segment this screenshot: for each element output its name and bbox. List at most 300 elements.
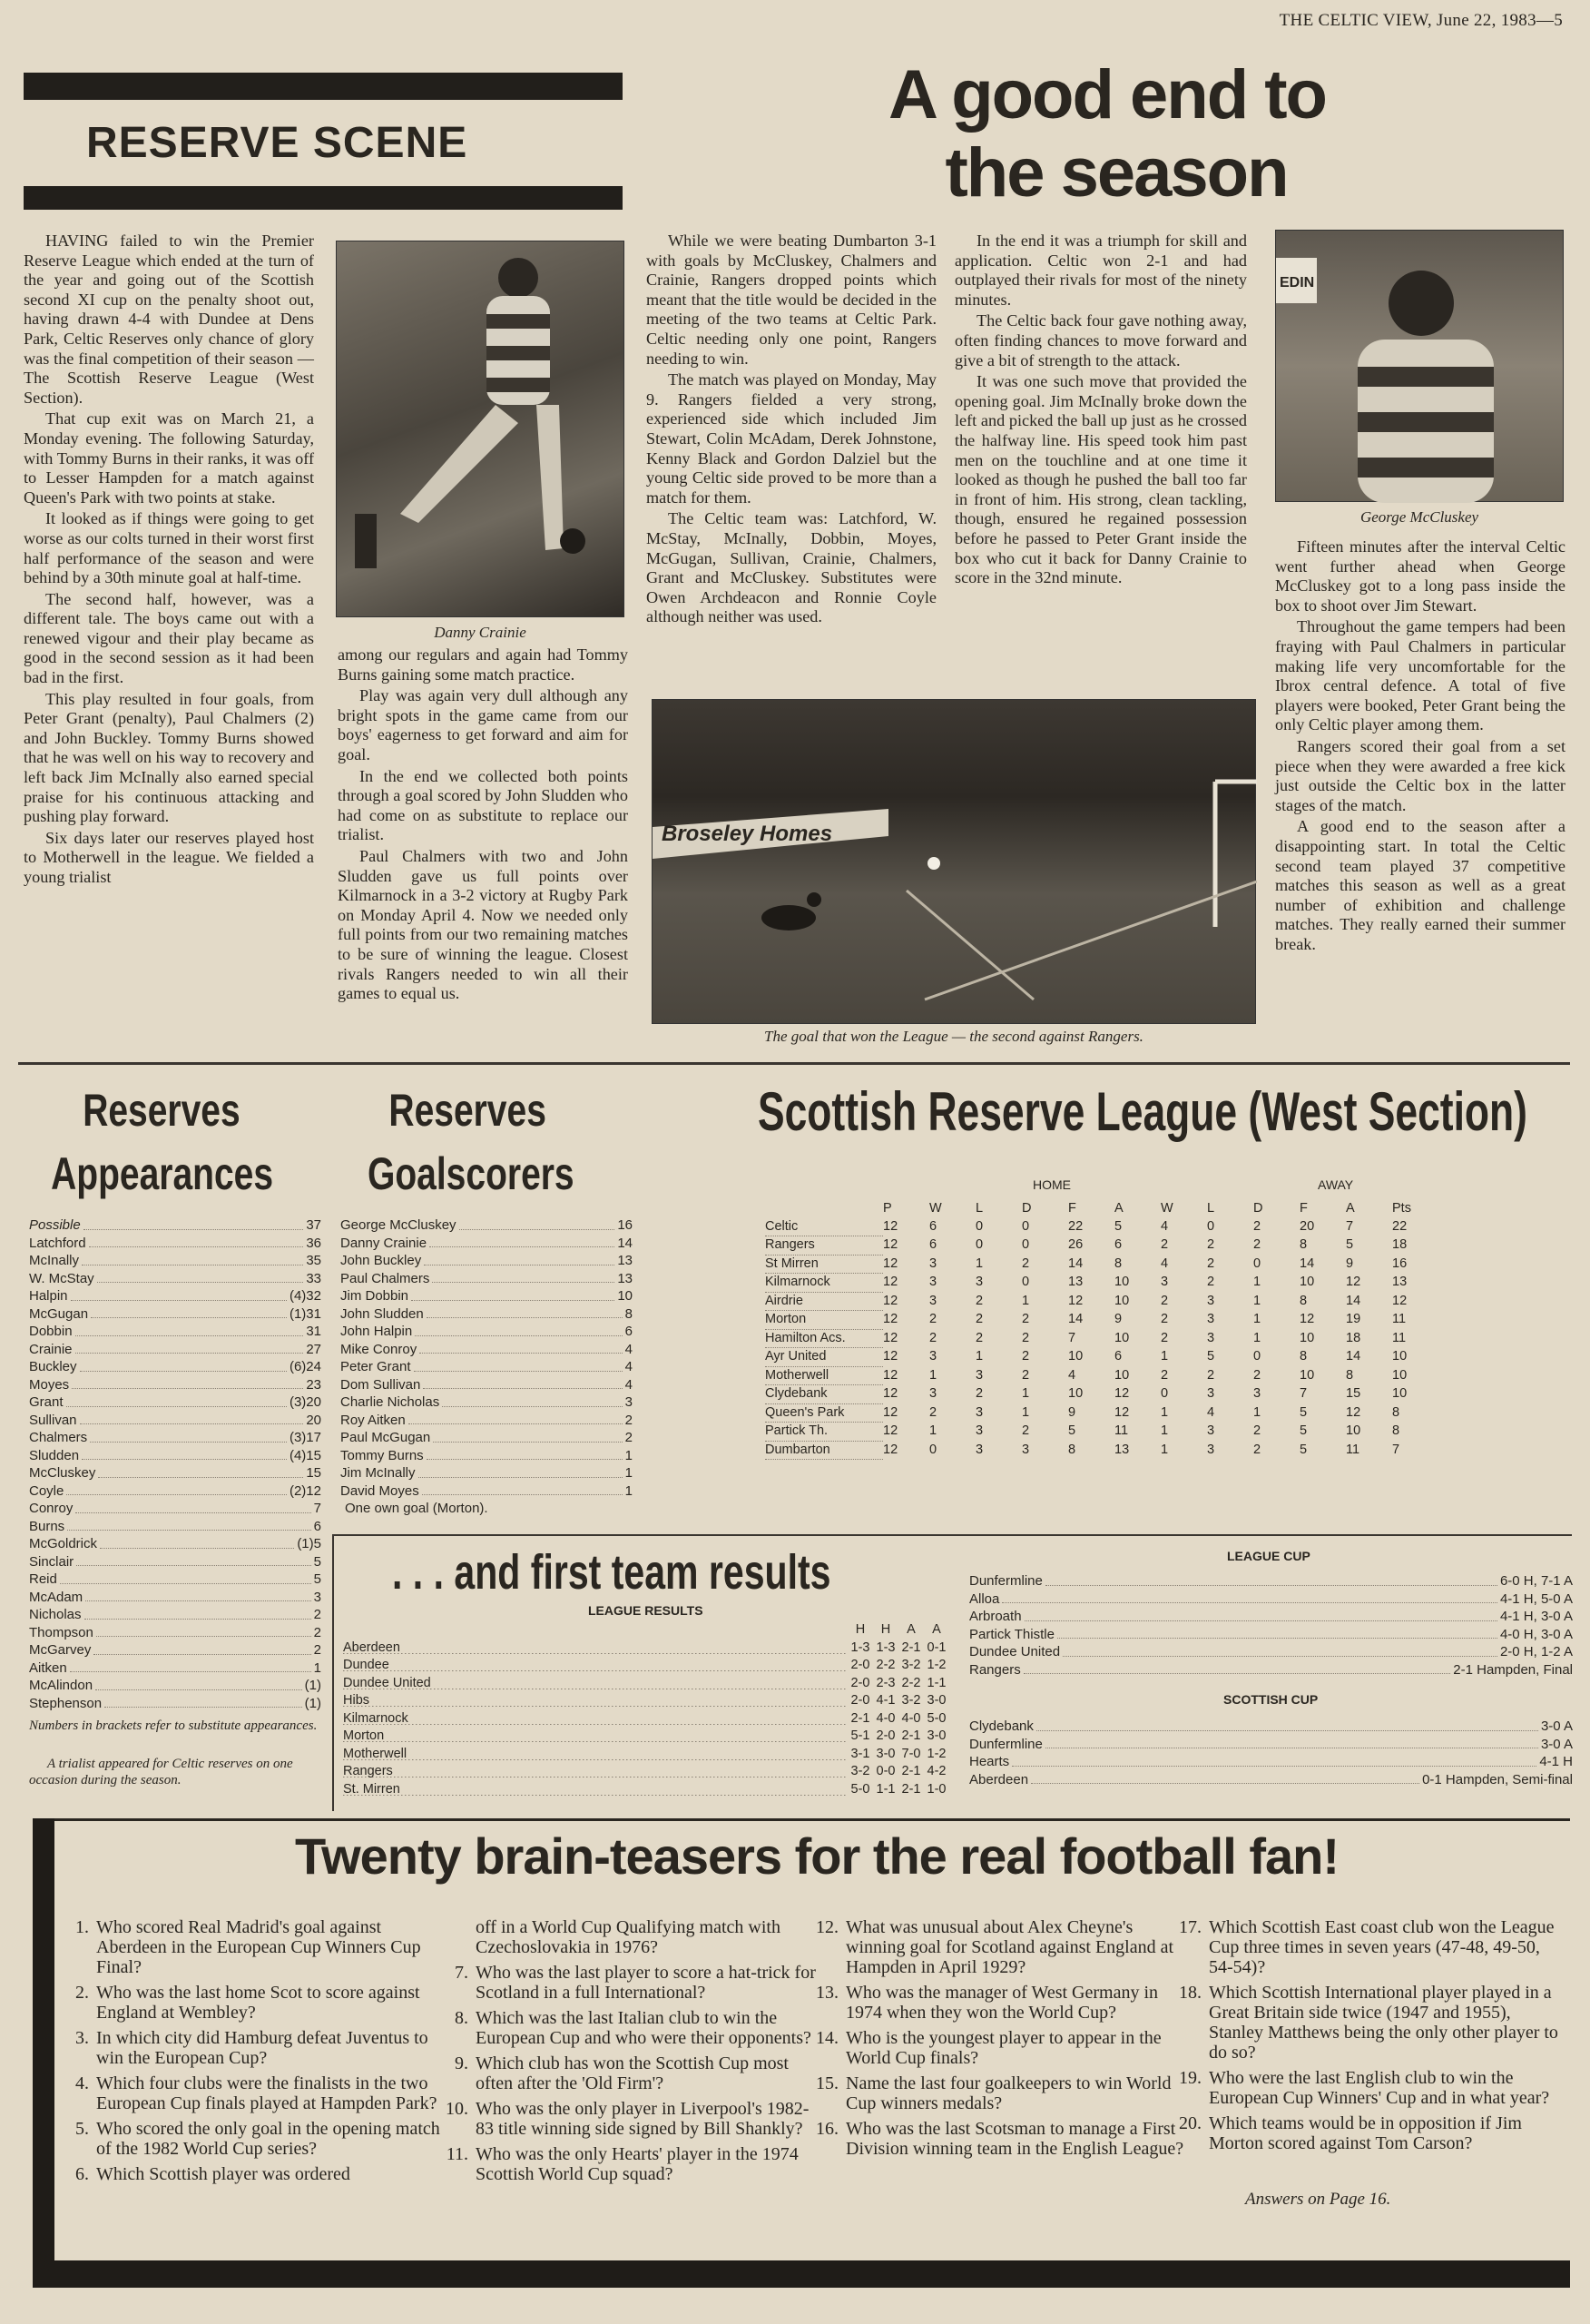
player-silhouette [337,241,625,618]
league-results-score: 3-2 [901,1693,921,1708]
league-cup-leader [1024,1661,1451,1675]
article-paragraph: Six days later our reserves played host to Motherwell in the league. We fielded a young trialist [24,828,314,886]
league-table-cell: 3 [1161,1275,1169,1289]
quiz-question-number: 17. [1179,1917,1202,1937]
league-table-cell: 3 [1207,1386,1215,1401]
appearances-leader [90,1429,287,1443]
league-table-cell: 18 [1392,1237,1408,1252]
appearances-value: 6 [313,1518,321,1534]
goalscorers-leader [415,1323,622,1336]
league-table-cell: 2 [1022,1312,1030,1326]
league-results-score: 2-0 [850,1693,870,1708]
quiz-question-text: Which four clubs were the finalists in the two European Cup finals played at Hampden Park? [96,2073,437,2113]
league-table-cell: 2 [1161,1330,1169,1345]
league-table-cell: 10 [1114,1367,1130,1383]
article-paragraph: It was one such move that provided the opening goal. Jim McInally broke down the left and picked the ball up just as he crossed the halfway line. His speed took him past men on the touchline and at one time it looked as though he pushed the ball too far in front of him. His strong, clean tackling, though, ensured he regained possession before he passed to Peter Grant inside the box who cut it back for Danny Crainie to score in the 32nd minute. [955,372,1247,587]
league-results-score: 5-0 [850,1781,870,1797]
appearances-row [29,1235,321,1253]
league-cup-team: Dunfermline [969,1573,1043,1589]
league-results-team: Dundee United [343,1675,848,1693]
league-table-cell: 0 [1022,1237,1030,1252]
scottish-cup-team: Aberdeen [969,1771,1029,1787]
league-results-row [343,1728,949,1746]
article-paragraph: Rangers scored their goal from a set piece when they were awarded a free kick just outside the Celtic box in the latter stages of the match. [1275,736,1565,814]
appearances-name: Nicholas [29,1607,82,1622]
appearances-note2: A trialist appeared for Celtic reserves on one occasion during the season. [29,1757,293,1787]
league-table-header [765,1200,1448,1218]
appearances-name: Halpin [29,1288,68,1304]
quiz-question [1178,1983,1559,2063]
goalscorers-leader [427,1447,623,1461]
quiz-answers: Answers on Page 16. [1245,2190,1391,2209]
goalscorers-leader [411,1287,614,1301]
appearances-title-line2: Appearances [51,1148,274,1199]
league-cup-team: Partick Thistle [969,1626,1055,1642]
appearances-name: Sullivan [29,1412,77,1428]
article-col4 [955,231,1247,590]
goalscorers-note: One own goal (Morton). [345,1501,488,1516]
quiz-question-text: Who were the last English club to win the European Cup Winners' Cup and in what year? [1209,2068,1550,2108]
quiz-question-number: 10. [446,2099,468,2119]
league-results-score: 4-1 [876,1693,896,1708]
league-table-cell: 12 [1392,1293,1408,1308]
league-results-row [343,1710,949,1728]
appearances-name: Grant [29,1394,64,1410]
league-table-team: Motherwell [765,1366,883,1385]
league-cup-result: 2-1 Hampden, Final [1453,1661,1573,1678]
headline [635,56,1579,212]
photo-danny-crainie [336,241,624,617]
league-cup-leader [1045,1572,1497,1586]
appearances-value: (1) [304,1678,321,1693]
goalscorers-leader [414,1358,623,1372]
appearances-row [29,1482,321,1501]
league-table-cell: 1 [976,1349,984,1364]
goalscorers-name: Paul Chalmers [340,1270,430,1286]
quiz-question [445,2144,817,2184]
league-table-cell: 12 [883,1256,898,1271]
appearances-name: Crainie [29,1341,73,1357]
league-table-col-header: F [1068,1201,1076,1216]
quiz-question-text: Who was the manager of West Germany in 1974 when they won the World Cup? [846,1983,1159,2023]
league-table-cell: 5 [1300,1404,1308,1420]
league-table-cell: 6 [929,1218,937,1234]
league-results-score: 2-0 [850,1658,870,1672]
quiz-question-text: Who was the last player to score a hat-trick for Scotland in a full International? [476,1963,816,2003]
quiz-question [445,2008,817,2048]
league-table-cell: 10 [1300,1330,1315,1345]
appearances-row [29,1553,321,1571]
league-table-cell: 3 [1207,1442,1215,1457]
goalscorers-name: Peter Grant [340,1359,411,1374]
appearances-leader [80,1412,304,1425]
goalscorers-value: 13 [617,1253,633,1268]
quiz-question-text: Which teams would be in opposition if Jim Morton scored against Tom Carson? [1209,2113,1522,2153]
league-table-row [765,1385,1448,1404]
article-paragraph: The match was played on Monday, May 9. Rangers fielded a very strong, experienced side which included Jim Stewart, Colin McAdam, Derek Johnstone, Kenny Black and Gordon Dalziel but the young Celtic side proved to be more than a match for them. [646,370,937,507]
league-table-cell: 10 [1300,1275,1315,1289]
league-table-cell: 3 [1207,1293,1215,1308]
board-text: Broseley Homes [662,822,833,846]
appearances-value: 5 [313,1571,321,1587]
league-table-cell: 10 [1346,1423,1361,1438]
goalscorers-row [340,1323,633,1341]
league-table-cell: 4 [1161,1218,1169,1234]
league-table-cell: 12 [883,1423,898,1438]
appearances-value: (1)31 [289,1305,321,1322]
appearances-value: 2 [313,1624,321,1640]
appearances-value: 20 [306,1412,321,1428]
league-table-cell: 11 [1392,1330,1407,1345]
league-table-cell: 9 [1346,1256,1354,1271]
scottish-cup-result: 4-1 H [1539,1754,1573,1769]
quiz-question [65,2073,447,2113]
league-results-score: 2-3 [876,1675,896,1690]
appearances-leader [93,1641,310,1655]
home-label: HOME [1033,1177,1071,1192]
appearances-value: 33 [306,1270,321,1286]
league-results-row [343,1657,949,1675]
league-results-score: 2-0 [850,1675,870,1690]
article-paragraph: In the end we collected both points through a goal scored by John Sludden who had come on as substitute to replace our trialist. [338,766,628,844]
goalscorers-value: 1 [624,1447,633,1463]
quiz-question-text: Who was the last home Scot to score against England at Wembley? [96,1983,420,2023]
league-table-cell: 3 [929,1349,937,1364]
goalscorers-title [368,1078,574,1206]
goalscorers-leader [422,1482,623,1496]
league-table-cell: 12 [1346,1404,1361,1420]
appearances-name: McCluskey [29,1465,96,1481]
league-table-cell: 15 [1346,1386,1361,1401]
league-table-cell: 10 [1068,1386,1084,1401]
league-results-col-header: H [855,1622,866,1637]
league-results-score: 2-1 [901,1764,921,1778]
league-table-team: Hamilton Acs. [765,1329,883,1348]
league-table-cell: 10 [1300,1367,1315,1383]
league-results-team: Motherwell [343,1746,848,1764]
league-table-cell: 10 [1114,1330,1130,1345]
league-table-cell: 9 [1068,1404,1076,1420]
league-table-cell: 13 [1392,1275,1408,1289]
caption-goal: The goal that won the League — the second against Rangers. [764,1028,1143,1045]
league-table-cell: 22 [1068,1218,1084,1234]
appearances-leader [100,1535,294,1549]
appearances-value: 27 [306,1341,321,1357]
league-table-cell: 2 [1207,1367,1215,1383]
appearances-leader [75,1323,304,1336]
appearances-value: 2 [313,1607,321,1622]
league-cup-result: 4-0 H, 3-0 A [1499,1626,1573,1642]
appearances-leader [97,1270,304,1284]
league-table-col-header: L [976,1201,984,1216]
scottish-cup-row [969,1753,1573,1771]
appearances-leader [72,1376,303,1390]
league-table-col-header: P [883,1201,892,1216]
banner-bottom-bar [24,186,623,210]
scottish-cup-leader [1031,1771,1419,1785]
goalscorers-name: Mike Conroy [340,1341,417,1357]
league-table-cell: 8 [1392,1423,1400,1438]
league-table-cell: 10 [1114,1275,1130,1289]
goalscorers-row [340,1358,633,1376]
league-results-score: 2-1 [850,1710,870,1726]
headline-line2: the season [945,134,1288,212]
appearances-name: Possible [29,1217,81,1233]
appearances-leader [91,1305,287,1319]
league-table-cell: 0 [1253,1256,1261,1271]
appearances-row [29,1412,321,1430]
league-table-cell: 14 [1300,1256,1315,1271]
appearances-list [29,1216,321,1712]
league-table-cell: 2 [1253,1218,1261,1234]
league-results-score: 3-0 [927,1693,947,1708]
league-table-cell: 12 [1114,1386,1130,1401]
appearances-leader [89,1235,304,1248]
league-table-cell: 3 [929,1256,937,1271]
goalscorers-row [340,1252,633,1270]
quiz-question-number: 4. [75,2073,89,2093]
appearances-leader [71,1287,287,1301]
league-table-row [765,1292,1448,1311]
league-results-score: 3-2 [850,1764,870,1778]
appearances-name: McGugan [29,1305,89,1322]
league-table-cell: 1 [1161,1423,1169,1438]
league-table-cell: 1 [1253,1312,1261,1326]
goalscorers-row [340,1287,633,1305]
article-col5 [1275,537,1565,956]
league-results-score: 4-0 [876,1710,896,1726]
league-table-cell: 12 [883,1237,898,1252]
league-table-cell: 1 [1161,1442,1169,1457]
league-table-cell: 11 [1346,1442,1360,1457]
league-table-cell: 14 [1068,1256,1084,1271]
quiz-question [65,1917,447,1977]
quiz-question-number: 8. [455,2008,468,2028]
appearances-value: (2)12 [289,1482,321,1499]
goalscorers-name: Jim Dobbin [340,1288,409,1304]
league-table-cell: 18 [1346,1330,1361,1345]
league-table-col-header: A [1114,1201,1124,1216]
appearances-value: (3)20 [289,1394,321,1410]
photo-goal [652,699,1256,1024]
appearances-name: McAlindon [29,1678,93,1693]
league-table-team: Dumbarton [765,1441,883,1460]
league-results-row [343,1746,949,1764]
goalscorers-leader [418,1464,623,1478]
league-cup-result: 4-1 H, 3-0 A [1499,1609,1573,1624]
league-table-cell: 8 [1346,1367,1354,1383]
league-table-team: Kilmarnock [765,1274,883,1293]
league-table-cell: 2 [1161,1367,1169,1383]
league-table-cell: 12 [883,1330,898,1345]
goalscorers-leader [442,1393,622,1407]
quiz-question-number: 7. [455,1963,468,1983]
league-results-team: Rangers [343,1763,848,1781]
quiz-question-number [445,1917,476,1957]
first-team-title: . . . and first team results [392,1545,831,1600]
quiz-question [1178,2113,1559,2153]
league-results-row [343,1763,949,1781]
league-table-team-header [765,1200,883,1218]
league-results-score: 1-3 [876,1640,896,1655]
league-results-label: LEAGUE RESULTS [588,1603,703,1618]
league-table-cell: 2 [1161,1312,1169,1326]
league-table-cell: 2 [929,1404,937,1420]
league-table-cell: 0 [976,1237,984,1252]
banner-top-bar [24,73,623,100]
goalscorers-value: 4 [624,1341,633,1357]
league-table-cell: 0 [1161,1386,1169,1401]
league-results-row [343,1781,949,1799]
quiz-question-number: 3. [75,2028,89,2048]
quiz-question-text: Who scored Real Madrid's goal against Aberdeen in the European Cup Winners Cup Final? [96,1917,421,1977]
league-table-cell: 12 [883,1349,898,1364]
league-table-cell: 19 [1346,1312,1361,1326]
league-table-cell: 3 [1207,1423,1215,1438]
appearances-name: McInally [29,1253,80,1268]
goalscorers-row [340,1412,633,1430]
league-cup-row [969,1643,1573,1661]
appearances-row [29,1447,321,1465]
league-cup-row [969,1608,1573,1626]
appearances-row [29,1429,321,1447]
league-results-score: 1-2 [927,1658,947,1672]
article-col1 [24,231,314,890]
quiz-question [65,1983,447,2023]
league-results-team: Aberdeen [343,1640,848,1658]
appearances-leader [70,1659,311,1673]
quiz-question [815,1917,1187,1977]
goalscorers-value: 8 [624,1305,633,1322]
article-col2 [338,645,628,1006]
quiz-question-number: 2. [75,1983,89,2003]
appearances-leader [67,1518,310,1531]
league-table-team: Queen's Park [765,1403,883,1423]
league-table-col-header: A [1346,1201,1355,1216]
league-table-cell: 5 [1346,1237,1354,1252]
appearances-value: 7 [313,1501,321,1516]
league-results-score: 1-1 [927,1675,947,1690]
quiz-question-number: 19. [1179,2068,1202,2088]
league-table-cell: 1 [1253,1404,1261,1420]
appearances-row [29,1677,321,1695]
league-table-cell: 1 [1022,1386,1030,1401]
appearances-leader [66,1393,287,1407]
appearances-name: Coyle [29,1482,64,1499]
league-table-team: St Mirren [765,1255,883,1274]
league-table-cell: 20 [1300,1218,1315,1234]
quiz-question [65,2028,447,2068]
appearances-name: Moyes [29,1376,70,1393]
article-paragraph: The Celtic team was: Latchford, W. McStay, McInally, Dobbin, Moyes, McGugan, Sullivan, Crainie, Chalmers, Grant and McCluskey. Substitutes were Owen Archdeacon and Ronnie Coyle although neither was used. [646,509,937,626]
quiz-question-text: Which Scottish East coast club won the League Cup three times in seven years (47-48, 49-50, 54-54)? [1209,1917,1555,1977]
league-results-score: 1-2 [927,1746,947,1761]
scottish-cup-list [969,1718,1573,1788]
quiz-question-text: Who was the only player in Liverpool's 1982-83 title winning side signed by Bill Shankly? [476,2099,810,2139]
league-results-score: 2-1 [901,1640,921,1655]
league-table-cell: 2 [976,1293,984,1308]
appearances-leader [98,1464,303,1478]
league-results-score: 1-0 [927,1781,947,1797]
league-cup-leader [1002,1590,1497,1604]
league-table-row [765,1255,1448,1274]
league-table-row [765,1274,1448,1293]
league-results-score: 2-1 [901,1728,921,1743]
league-table-cell: 2 [1253,1367,1261,1383]
goalscorers-name: Charlie Nicholas [340,1394,440,1410]
goalscorers-value: 2 [624,1412,633,1428]
appearances-name: Dobbin [29,1324,73,1339]
goalscorers-leader [459,1216,615,1230]
league-table-team: Partick Th. [765,1423,883,1442]
quiz-question-text: Who is the youngest player to appear in the World Cup finals? [846,2028,1162,2068]
edin-text: EDIN [1280,275,1315,290]
goalscorers-leader [432,1270,614,1284]
league-results-score: 3-2 [901,1658,921,1672]
goalscorers-row [340,1393,633,1412]
goalscorers-value: 3 [624,1394,633,1410]
appearances-row [29,1376,321,1394]
article-paragraph: While we were beating Dumbarton 3-1 with goals by McCluskey, Chalmers and Crainie, Rangers dropped points which meant that the title would be decided in the meeting of the two teams at Celtic Park. Celtic needing only one point, Rangers needing to win. [646,231,937,368]
league-table-cell: 2 [1207,1237,1215,1252]
quiz-question [1178,2068,1559,2108]
league-results-score: 0-0 [876,1764,896,1778]
scottish-cup-row [969,1771,1573,1789]
appearances-title-line1: Reserves [83,1085,240,1136]
league-table-row [765,1403,1448,1423]
goalscorers-name: Dom Sullivan [340,1376,421,1393]
league-table-cell: 3 [976,1404,984,1420]
league-table-cell: 10 [1114,1293,1130,1308]
league-table-cell: 0 [1207,1218,1215,1234]
quiz-question [815,1983,1187,2023]
section-divider [18,1062,1570,1065]
league-table-cell: 13 [1068,1275,1084,1289]
league-table-cell: 12 [883,1404,898,1420]
league-results-score: 3-0 [876,1746,896,1761]
goalscorers-name: David Moyes [340,1482,419,1499]
appearances-value: (6)24 [289,1359,321,1374]
league-table-row [765,1423,1448,1442]
goalscorers-name: John Buckley [340,1253,422,1268]
league-table-cell: 26 [1068,1237,1084,1252]
quiz-col3 [815,1917,1187,2164]
quiz-question [815,2073,1187,2113]
goalscorers-row [340,1482,633,1501]
caption-george-mccluskey: George McCluskey [1359,508,1479,526]
appearances-row [29,1341,321,1359]
appearances-name: Stephenson [29,1695,103,1711]
league-table-cell: 3 [1207,1330,1215,1345]
league-cup-leader [1057,1626,1497,1640]
article-paragraph: A good end to the season after a disappointing start. In total the Celtic second team played 37 competitive matches this season as well as a great number of exhibition and challenge matches. They really earned their summer break. [1275,817,1565,953]
goalscorers-row [340,1341,633,1359]
appearances-value: 5 [313,1553,321,1570]
goalscorers-name: Paul McGugan [340,1430,431,1445]
article-paragraph: This play resulted in four goals, from Peter Grant (penalty), Paul Chalmers (2) and John Buckley. Tommy Burns showed that he was well on his way to recovery and left back Jim McInally also earned special praise for his continuous attacking and pushing play forward. [24,689,314,826]
appearances-row [29,1393,321,1412]
league-table-cell: 8 [1300,1293,1308,1308]
league-results-score: 2-2 [876,1658,896,1672]
league-results-score: 2-0 [876,1728,896,1743]
league-table-cell: 1 [976,1256,984,1271]
quiz-question-text: Which was the last Italian club to win the European Cup and who were their opponents? [476,2008,811,2048]
league-table-cell: 12 [1346,1275,1361,1289]
league-table-cell: 7 [1068,1330,1076,1345]
league-table-cell: 8 [1392,1404,1400,1420]
quiz-question-number: 12. [816,1917,839,1937]
league-cup-result: 6-0 H, 7-1 A [1499,1573,1573,1589]
